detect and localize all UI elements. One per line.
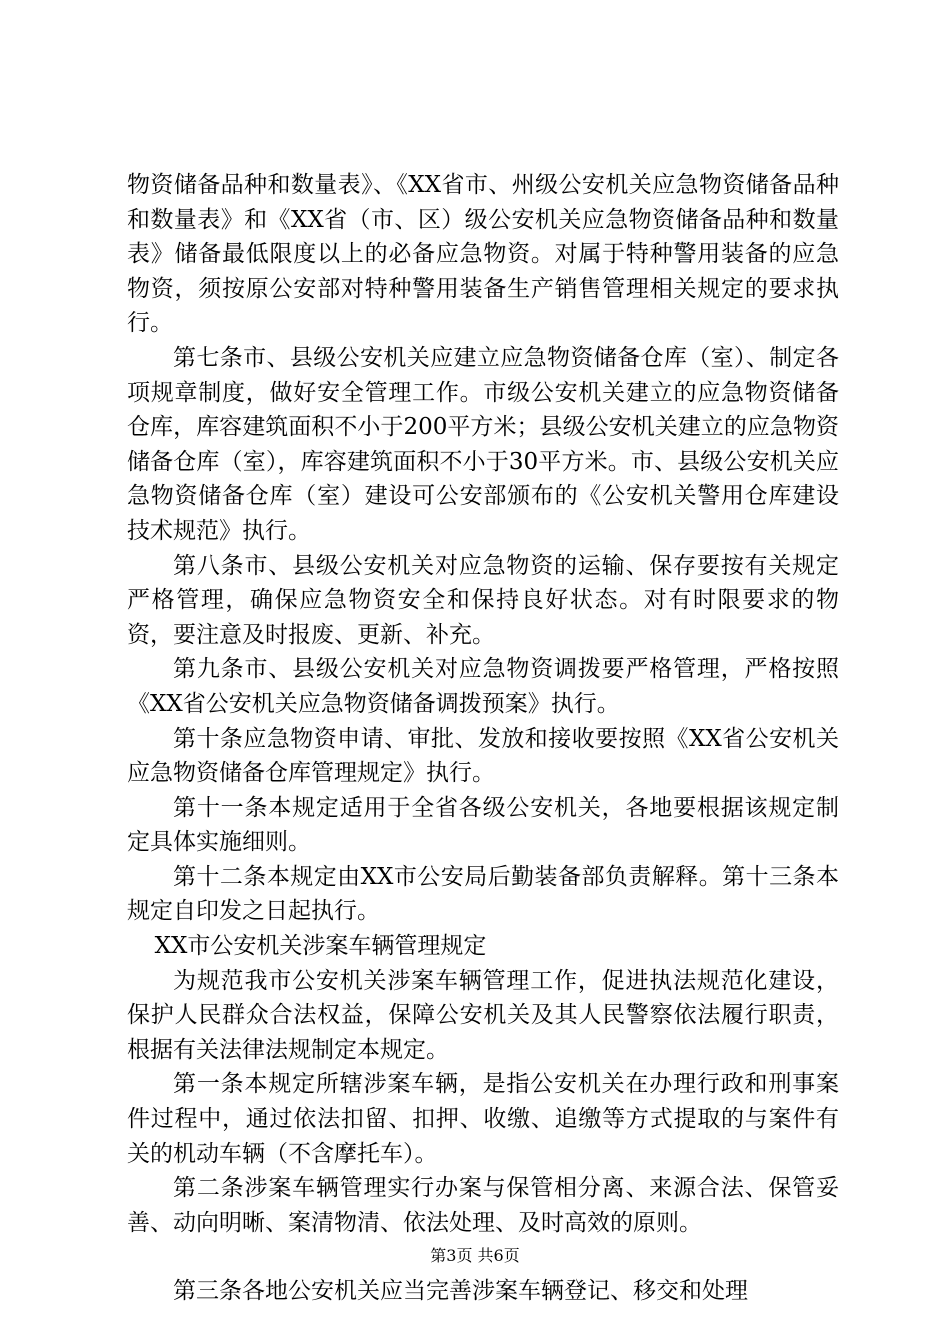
paragraph-article-7: 第七条市、县级公安机关应建立应急物资储备仓库（室）、制定各项规章制度，做好安全管理工作。市级公安机关建立的应急物资储备仓库，库容建筑面积不小于200平方米；县级公安机关建立的应急物资储备仓库（室），库容建筑面积不小于30平方米。市、县级公安机关应急物资储备仓库（室）建设可公安部颁布的《公安机关警用仓库建设技术规范》执行。	[127, 344, 839, 544]
paragraph-article-3: 第三条各地公安机关应当完善涉案车辆登记、移交和处理	[173, 1278, 748, 1305]
paragraph-preamble: 为规范我市公安机关涉案车辆管理工作，促进执法规范化建设，保护人民群众合法权益，保障公安机关及其人民警察依法履行职责，根据有关法律法规制定本规定。	[127, 967, 839, 1063]
document-body	[127, 168, 839, 1309]
section-title: XX市公安机关涉案车辆管理规定	[154, 933, 487, 960]
paragraph-continuation: 物资储备品种和数量表》、《XX省市、州级公安机关应急物资储备品种和数量表》和《XX省（市、区）级公安机关应急物资储备品种和数量表》储备最低限度以上的必备应急物资。对属于特种警用装备的应急物资，须按原公安部对特种警用装备生产销售管理相关规定的要求执行。	[127, 172, 839, 337]
paragraph-article-8: 第八条市、县级公安机关对应急物资的运输、保存要按有关规定严格管理，确保应急物资安全和保持良好状态。对有时限要求的物资，要注意及时报废、更新、补充。	[127, 552, 839, 648]
paragraph-article-1: 第一条本规定所辖涉案车辆，是指公安机关在办理行政和刑事案件过程中，通过依法扣留、扣押、收缴、追缴等方式提取的与案件有关的机动车辆（不含摩托车）。	[127, 1071, 839, 1167]
paragraph-article-11: 第十一条本规定适用于全省各级公安机关，各地要根据该规定制定具体实施细则。	[127, 794, 839, 856]
paragraph-article-9: 第九条市、县级公安机关对应急物资调拨要严格管理，严格按照《XX省公安机关应急物资储备调拨预案》执行。	[127, 656, 839, 717]
paragraph-article-2: 第二条涉案车辆管理实行办案与保管相分离、来源合法、保管妥善、动向明晰、案清物清、依法处理、及时高效的原则。	[127, 1175, 839, 1236]
paragraph-article-12: 第十二条本规定由XX市公安局后勤装备部负责解释。第十三条本规定自印发之日起执行。	[127, 863, 839, 925]
paragraph-article-10: 第十条应急物资申请、审批、发放和接收要按照《XX省公安机关应急物资储备仓库管理规定》执行。	[127, 725, 839, 787]
page-footer: 第3页 共6页	[430, 1246, 520, 1265]
